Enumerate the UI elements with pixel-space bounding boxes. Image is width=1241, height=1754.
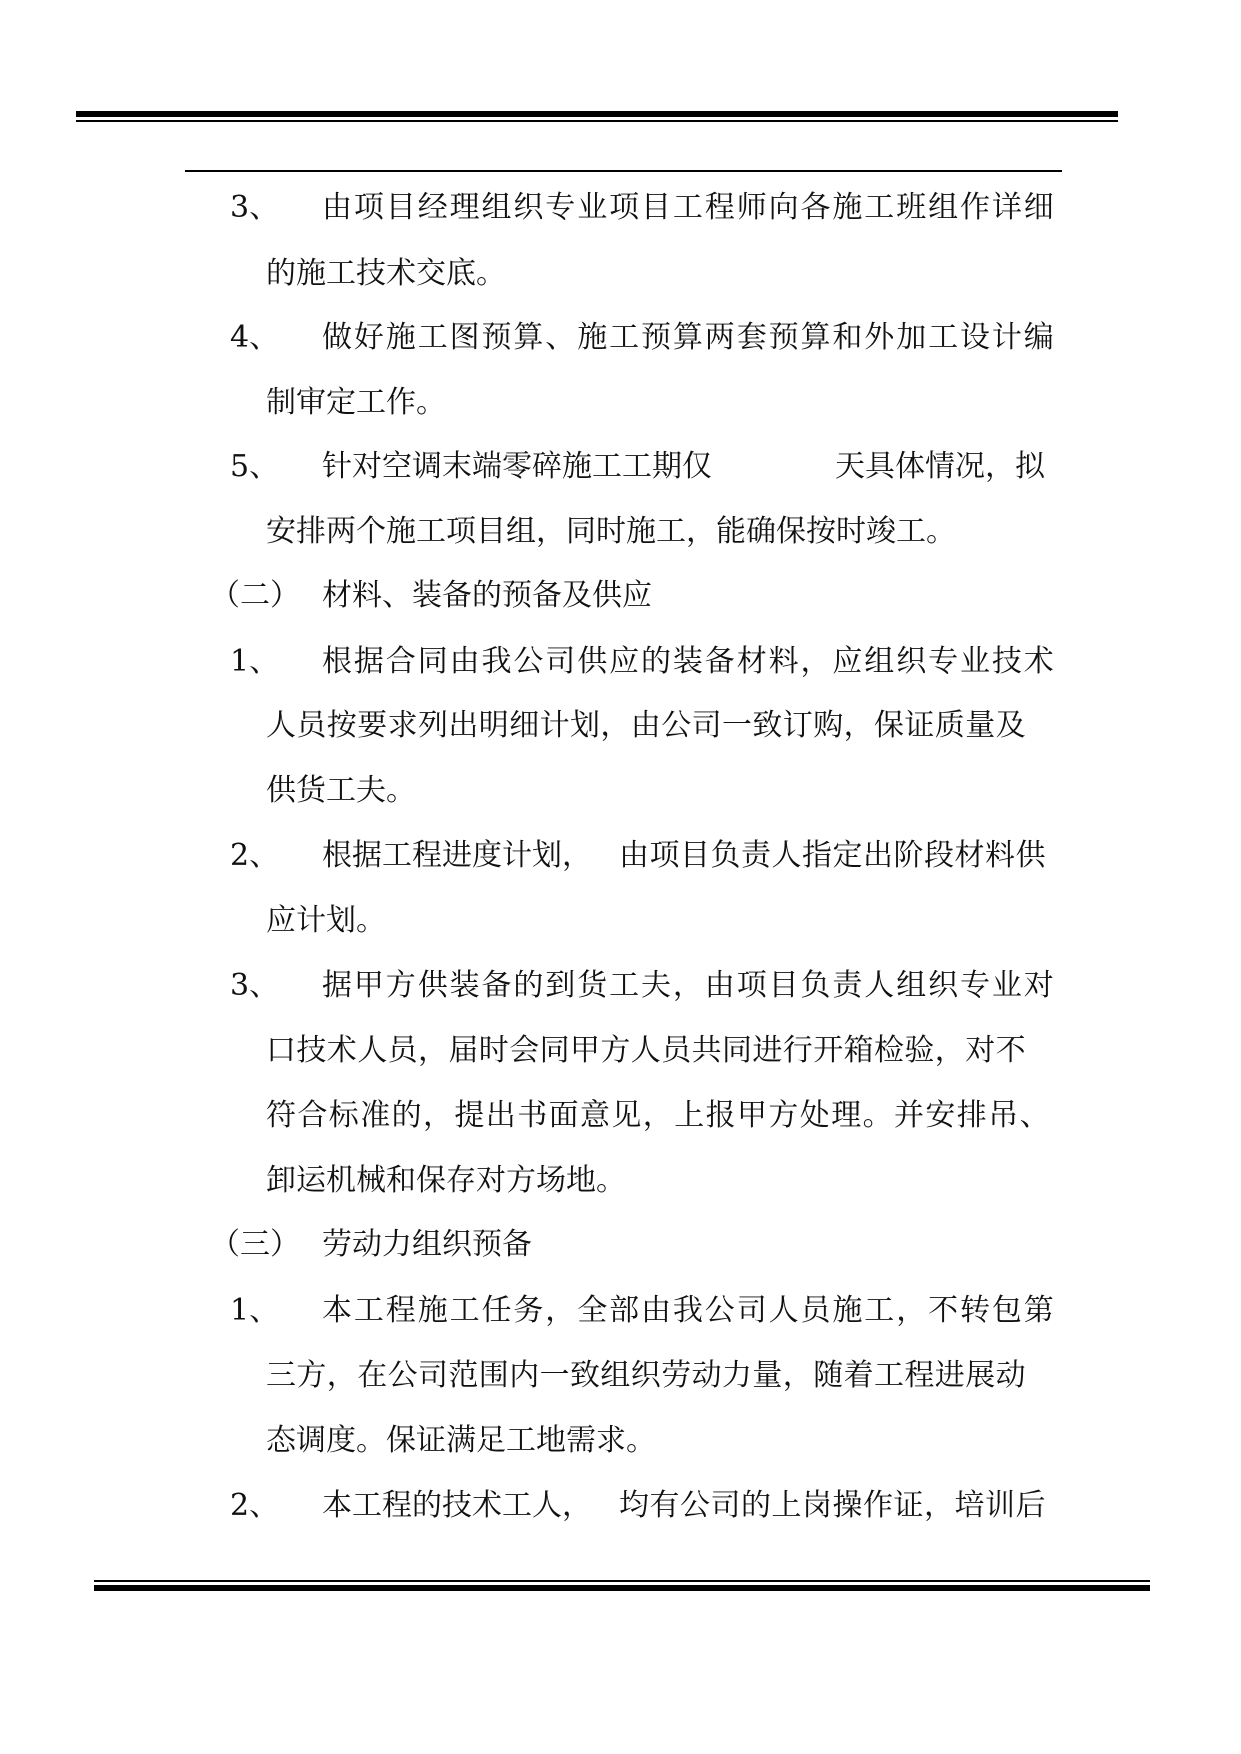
section-number: （三） [210, 1227, 300, 1262]
item-number: 2、 [230, 838, 280, 873]
item-text-continuation: 卸运机械和保存对方场地。 [266, 1163, 626, 1198]
list-item [0, 305, 1241, 371]
footer-rule-thin [94, 1580, 1150, 1582]
item-text: 本工程的技术工人， [322, 1488, 592, 1523]
item-text-continuation: 三方，在公司范围内一致组织劳动力量，随着工程进展动 [266, 1358, 1026, 1393]
section-title: 劳动力组织预备 [322, 1227, 532, 1262]
item-number: 3、 [230, 190, 280, 225]
list-item [0, 1473, 1241, 1539]
section-number: （二） [210, 578, 300, 613]
header-rule-thick [76, 111, 1118, 117]
item-number: 4、 [230, 320, 280, 355]
item-number: 1、 [230, 644, 280, 679]
section-title: 材料、装备的预备及供应 [322, 578, 652, 613]
item-text-continuation: 安排两个施工项目组，同时施工，能确保按时竣工。 [266, 514, 956, 549]
list-item [0, 175, 1241, 241]
item-text-continuation: 供货工夫。 [266, 773, 416, 808]
item-text: 根据合同由我公司供应的装备材料，应组织专业技术 [322, 644, 1056, 679]
item-text-tail: 天具体情况，拟 [835, 449, 1045, 484]
item-text: 据甲方供装备的到货工夫，由项目负责人组织专业对 [322, 968, 1056, 1003]
item-text: 根据工程进度计划， [322, 838, 592, 873]
item-text-tail: 由项目负责人指定出阶段材料供 [619, 838, 1046, 873]
item-number: 1、 [230, 1293, 280, 1328]
item-text-continuation: 态调度。保证满足工地需求。 [266, 1423, 656, 1458]
header-rule-thin [76, 120, 1118, 122]
item-text-continuation: 符合标准的，提出书面意见，上报甲方处理。并安排吊、 [266, 1098, 1051, 1133]
item-text-continuation: 的施工技术交底。 [266, 256, 506, 291]
item-number: 3、 [230, 968, 280, 1003]
header-rule-short [185, 170, 1062, 172]
list-item [0, 823, 1241, 889]
item-text-continuation: 口技术人员，届时会同甲方人员共同进行开箱检验，对不 [266, 1033, 1026, 1068]
section-heading [0, 1212, 1241, 1278]
list-item [0, 1278, 1241, 1344]
footer-rule-thick [94, 1585, 1150, 1591]
item-text-continuation: 制审定工作。 [266, 385, 446, 420]
item-text: 做好施工图预算、施工预算两套预算和外加工设计编 [322, 320, 1056, 355]
list-item [0, 434, 1241, 500]
section-heading [0, 563, 1241, 629]
item-number: 2、 [230, 1488, 280, 1523]
item-text-tail: 均有公司的上岗操作证，培训后 [619, 1488, 1046, 1523]
list-item [0, 629, 1241, 695]
item-text: 由项目经理组织专业项目工程师向各施工班组作详细 [322, 190, 1056, 225]
item-text: 针对空调末端零碎施工工期仅 [322, 449, 712, 484]
item-text-continuation: 人员按要求列出明细计划，由公司一致订购，保证质量及 [266, 708, 1026, 743]
item-text: 本工程施工任务，全部由我公司人员施工，不转包第 [322, 1293, 1056, 1328]
list-item [0, 953, 1241, 1019]
item-text-continuation: 应计划。 [266, 903, 386, 938]
item-number: 5、 [230, 449, 280, 484]
